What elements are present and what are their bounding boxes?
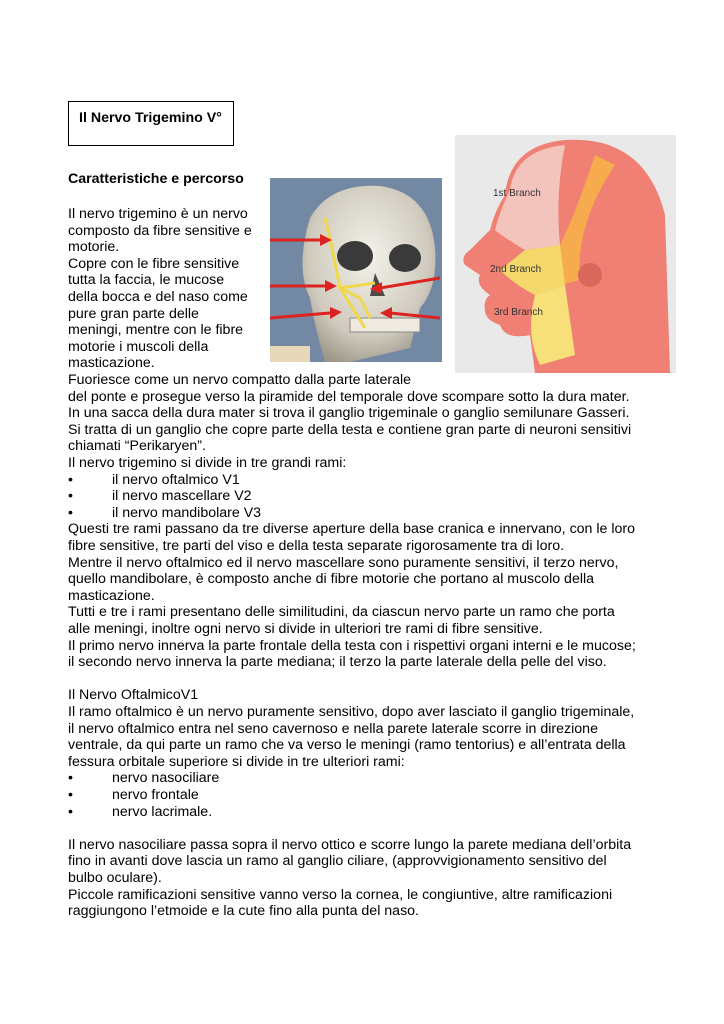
text-line: Piccole ramificazioni sensitive vanno verso la cornea, le congiuntive, altre ramificazioni xyxy=(68,886,613,903)
text-line: Il nervo trigemino è un nervo xyxy=(68,206,248,222)
text-line: masticazione. xyxy=(68,355,155,372)
text-line: Tutti e tre i rami presentano delle similitudini, da ciascun nervo parte un ramo che porta xyxy=(68,604,615,621)
text-line: Copre con le fibre sensitive xyxy=(68,255,240,272)
text-line: Questi tre rami passano da tre diverse aperture della base cranica e innervano, con le loro xyxy=(68,521,636,538)
text-line: fessura orbitale superiore si divide in tre ulteriori rami: xyxy=(68,753,405,770)
text-line: meningi, mentre con le fibre xyxy=(68,322,244,339)
list-item: nervo nasociliare xyxy=(112,770,220,787)
text-line: il secondo nervo innerva la parte mediana; il terzo la parte laterale della pelle del viso. xyxy=(68,654,607,671)
branch-label-3: 3rd Branch xyxy=(494,307,543,318)
text-line: alle meningi, inoltre ogni nervo si divide in ulteriori tre rami di fibre sensitive. xyxy=(68,621,543,637)
list-item: il nervo mascellare V2 xyxy=(112,488,252,505)
text-line: In una sacca della dura mater si trova il ganglio trigeminale o ganglio semilunare Gasseri. xyxy=(68,405,630,422)
bullet-symbol: • xyxy=(68,803,73,820)
text-line: composto da fibre sensitive e xyxy=(68,222,252,239)
title-box xyxy=(68,101,234,146)
list-item: il nervo oftalmico V1 xyxy=(112,471,240,488)
bullet-symbol: • xyxy=(68,488,73,505)
text-line: della bocca e del naso come xyxy=(68,289,248,305)
text-line: Il primo nervo innerva la parte frontale della testa con i rispettivi organi interni e le mucose; xyxy=(68,637,636,654)
text-line: Il nervo nasociliare passa sopra il nervo ottico e scorre lungo la parete mediana dell’orbita xyxy=(68,836,632,853)
text-line: masticazione. xyxy=(68,587,155,604)
text-line: quello mandibolare, è composto anche di fibre motorie che portano al muscolo della xyxy=(68,571,595,588)
list-item: il nervo mandibolare V3 xyxy=(112,504,262,521)
section2-heading: Il Nervo OftalmicoV1 xyxy=(68,687,199,704)
bullet-symbol: • xyxy=(68,471,73,488)
text-line: Il ramo oftalmico è un nervo puramente sensitivo, dopo aver lasciato il ganglio trigeminale, xyxy=(68,704,635,720)
bullet-symbol: • xyxy=(68,770,73,787)
text-line: ventrale, da qui parte un ramo che va verso le meningi (ramo tentorius) e all’entrata della xyxy=(68,737,626,754)
branch-label-1: 1st Branch xyxy=(493,188,541,199)
text-line: tutta la faccia, le mucose xyxy=(68,272,225,289)
text-line: chiamati “Perikaryen”. xyxy=(68,438,206,455)
text-line: del ponte e prosegue verso la piramide del temporale dove scompare sotto la dura mater. xyxy=(68,388,630,405)
text-line: Si tratta di un ganglio che copre parte della testa e contiene gran parte di neuroni sensitivi xyxy=(68,421,632,438)
text-line: fibre sensitive, tre parti del viso e della testa separate rigorosamente tra di loro. xyxy=(68,538,565,554)
text-line: motorie. xyxy=(68,239,120,256)
text-line: Il nervo trigemino si divide in tre grandi rami: xyxy=(68,455,347,471)
text-line: fino in avanti dove lascia un ramo al ganglio ciliare, (approvvigionamento sensitivo del xyxy=(68,853,607,870)
bullet-symbol: • xyxy=(68,504,73,521)
text-line: Fuoriesce come un nervo compatto dalla parte laterale xyxy=(68,372,412,388)
text-line: bulbo oculare). xyxy=(68,870,162,886)
text-line: il nervo oftalmico entra nel seno cavernoso e nella parete laterale scorre in direzione xyxy=(68,720,598,737)
list-item: nervo frontale xyxy=(112,787,199,803)
text-line: raggiungono l’etmoide e la cute fino alla punta del naso. xyxy=(68,903,419,920)
text-line: Mentre il nervo oftalmico ed il nervo mascellare sono puramente sensitivi, il terzo nervo, xyxy=(68,554,619,571)
face-branches-illustration xyxy=(455,135,676,373)
list-item: nervo lacrimale. xyxy=(112,803,213,820)
skull-nerve-illustration xyxy=(270,178,442,362)
bullet-symbol: • xyxy=(68,787,73,803)
text-line: motorie i muscoli della xyxy=(68,338,209,355)
text-line: pure gran parte delle xyxy=(68,305,199,322)
branch-label-2: 2nd Branch xyxy=(490,264,542,275)
document-title: Il Nervo Trigemino V° xyxy=(79,110,222,126)
section-heading: Caratteristiche e percorso xyxy=(68,171,244,187)
